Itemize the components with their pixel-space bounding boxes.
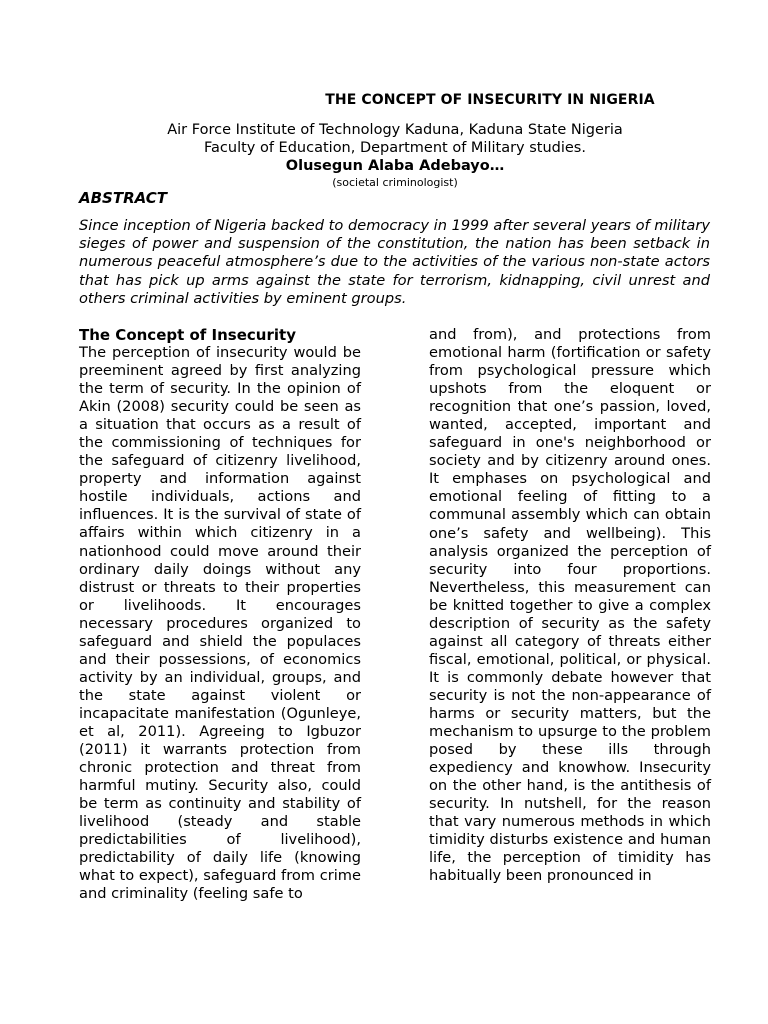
author-role: (societal criminologist) <box>332 176 458 189</box>
section-heading: The Concept of Insecurity <box>79 326 296 344</box>
body-paragraph-left: The perception of insecurity would be preeminent agreed by first analyzing the term of security. In the opinion of Akin (2008) security could be seen as a situation that occurs as a result of the commissioning of techniques for the safeguard of citizenry livelihood, property and information against hostile individuals, actions and influences. It is the survival of state of affairs within which citizenry in a nationhood could move around their ordinary daily doings without any distrust or threats to their properties or livelihoods. It encourages necessary procedures organized to safeguard and shield the populaces and their possessions, of economics activity by an individual, groups, and the state against violent or incapacitate manifestation (Ogunleye, et al, 2011). Agreeing to Igbuzor (2011) it warrants protection from chronic protection and threat from harmful mutiny. Security also, could be term as continuity and stability of livelihood (steady and stable predictabilities of livelihood), predictability of daily life (knowing what to expect), safeguard from crime and criminality (feeling safe to <box>79 344 361 903</box>
abstract-text: Since inception of Nigeria backed to democracy in 1999 after several years of military sieges of power and suspension of the constitution, the nation has been setback in numerous peaceful atmosphere’s due to the activities of the various non-state actors that has pick up arms against the state for terrorism, kidnapping, civil unrest and others criminal activities by eminent groups. <box>79 217 710 307</box>
document-title: THE CONCEPT OF INSECURITY IN NIGERIA <box>325 92 655 108</box>
body-column-right <box>429 326 711 885</box>
abstract-heading: ABSTRACT <box>79 189 168 207</box>
body-paragraph-right: and from), and protections from emotional harm (fortification or safety from psychological pressure which upshots from the eloquent or recognition that one’s passion, loved, wanted, accepted, important and safeguard in one's neighborhood or society and by citizenry around ones. It emphases on psychological and emotional feeling of fitting to a communal assembly which can obtain one’s safety and wellbeing). This analysis organized the perception of security into four proportions. Nevertheless, this measurement can be knitted together to give a complex description of security as the safety against all category of threats either fiscal, emotional, political, or physical. It is commonly debate however that security is not the non-appearance of harms or security matters, but the mechanism to upsurge to the problem posed by these ills through expediency and knowhow. Insecurity on the other hand, is the antithesis of security. In nutshell, for the reason that vary numerous methods in which timidity disturbs existence and human life, the perception of timidity has habitually been pronounced in <box>429 326 711 885</box>
author-name: Olusegun Alaba Adebayo… <box>285 158 505 174</box>
affiliation-institute: Air Force Institute of Technology Kaduna, Kaduna State Nigeria <box>167 122 623 138</box>
affiliation-department: Faculty of Education, Department of Military studies. <box>204 140 586 156</box>
body-column-left <box>79 326 361 903</box>
